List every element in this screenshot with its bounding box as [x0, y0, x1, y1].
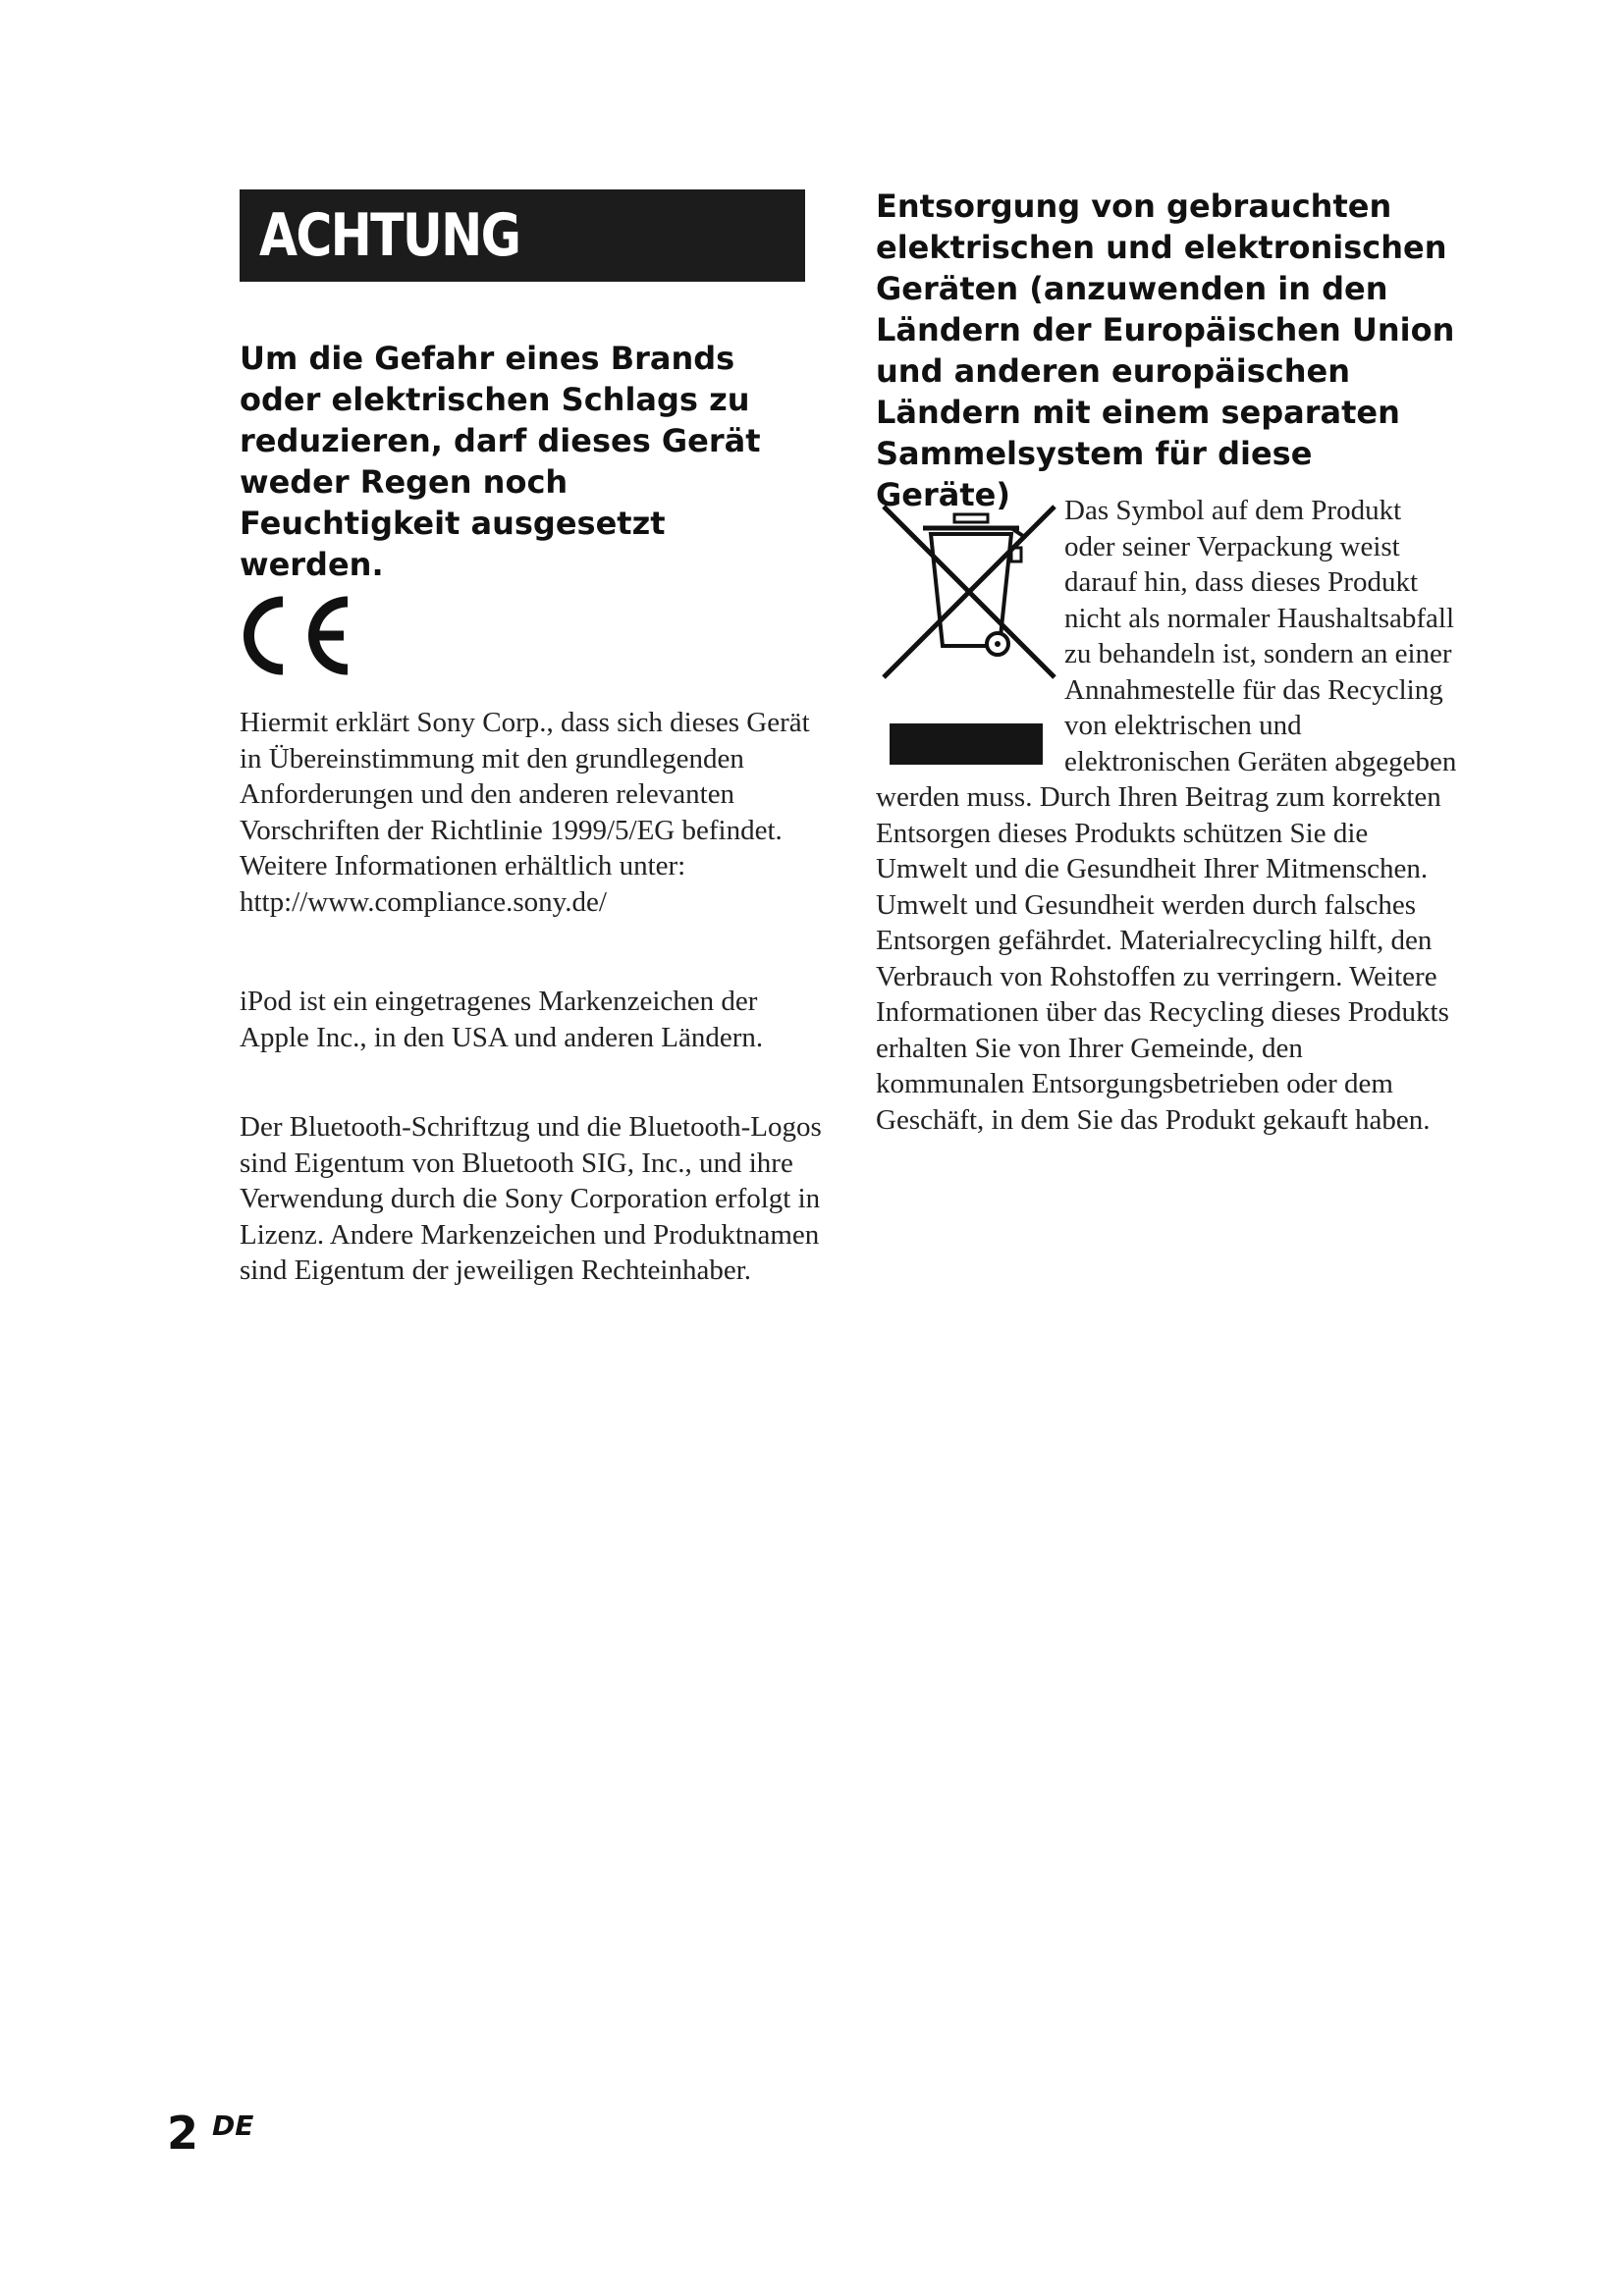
- weee-symbol-space: [876, 493, 1064, 779]
- page-language-code: DE: [212, 2109, 254, 2142]
- weee-body: [876, 493, 1457, 1138]
- bluetooth-trademark-note: Der Bluetooth-Schriftzug und die Bluetooth-Logos sind Eigentum von Bluetooth SIG, Inc., und ihre Verwendung durch die Sony Corporation erfolgt in Lizenz. Andere Markenzeichen und Produktnamen sind Eigentum der jeweiligen Rechteinhaber.: [240, 1111, 822, 1286]
- page-footer: [167, 2107, 254, 2160]
- ce-mark-icon: [240, 594, 357, 677]
- weee-heading: Entsorgung von gebrauchten elektrischen und elektronischen Geräten (anzuwenden in den Ländern der Europäischen Union und anderen europäischen Ländern mit einem separaten Sammelsystem für diese Geräte): [876, 187, 1455, 513]
- safety-warning: Um die Gefahr eines Brands oder elektrischen Schlags zu reduzieren, darf dieses Gerät weder Regen noch Feuchtigkeit ausgesetzt werden.: [240, 340, 761, 583]
- weee-body-text: Das Symbol auf dem Produkt oder seiner Verpackung weist darauf hin, dass dieses Produkt nicht als normaler Haushaltsabfall zu behandeln ist, sondern an einer Annahmestelle für das Recycling von elektrischen und elektronischen Geräten abgegeben werden muss. Durch Ihren Beitrag zum korrekten Entsorgen dieses Produkts schützen Sie die Umwelt und die Gesundheit Ihrer Mitmenschen. Umwelt und Gesundheit werden durch falsches Entsorgen gefährdet. Materialrecycling hilft, den Verbrauch von Rohstoffen zu verringern. Weitere Informationen über das Recycling dieses Produkts erhalten Sie von Ihrer Gemeinde, den kommunalen Entsorgungsbetrieben oder dem Geschäft, in dem Sie das Produkt gekauft haben.: [876, 495, 1457, 1136]
- achtung-title: ACHTUNG: [259, 201, 520, 270]
- achtung-banner: [240, 189, 805, 282]
- page-number: 2: [167, 2107, 199, 2160]
- ipod-trademark-note: iPod ist ein eingetragenes Markenzeichen der Apple Inc., in den USA und anderen Ländern.: [240, 986, 764, 1053]
- conformity-declaration: Hiermit erklärt Sony Corp., dass sich dieses Gerät in Übereinstimmung mit den grundlegenden Anforderungen und den anderen relevanten Vorschriften der Richtlinie 1999/5/EG befindet. Weitere Informationen erhältlich unter: http://www.compliance.sony.de/: [240, 707, 810, 918]
